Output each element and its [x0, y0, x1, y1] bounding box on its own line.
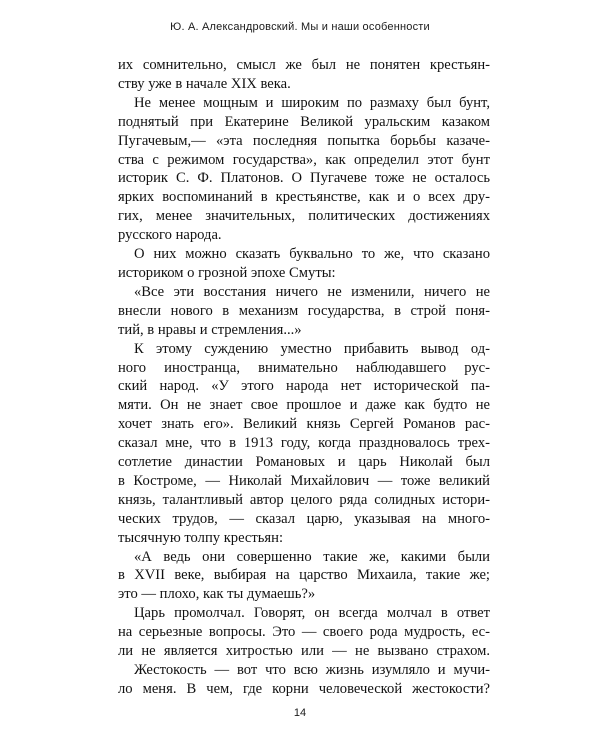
text-line: ству уже в начале XIX века. [118, 75, 291, 92]
body-text [118, 56, 490, 699]
text-line: в XVII веке, выбирая на царство Михаила, такие же; [118, 567, 490, 584]
text-line: мяти. Он не знает свое прошлое и даже как будто не [118, 397, 490, 414]
paragraph-first-line: К этому суждению уместно прибавить вывод од- [134, 340, 490, 357]
text-line: ного иностранца, внимательно наблюдавшего рус- [118, 359, 490, 376]
text-line: ческих трудов, — сказал царю, указывая на много- [118, 510, 490, 527]
text-line: русского народа. [118, 227, 222, 244]
paragraph-first-line: О них можно сказать буквально то же, что сказано [134, 246, 490, 263]
text-line: историк С. Ф. Платонов. О Пугачеве тоже не осталось [118, 170, 490, 187]
text-line: на серьезные вопросы. Это — своего рода мудрость, ес- [118, 624, 490, 641]
running-header: Ю. А. Александровский. Мы и наши особенности [170, 21, 430, 33]
text-line: это — плохо, как ты думаешь?» [118, 586, 316, 603]
text-line: гих, менее значительных, политических достижениях [118, 208, 490, 225]
paragraph-first-line: Не менее мощным и широким по размаху был бунт, [134, 94, 490, 111]
paragraph-first-line: Жестокость — вот что всю жизнь изумляло и мучи- [134, 662, 490, 678]
text-line: Пугачевым,— «эта последняя попытка борьбы казаче- [118, 132, 490, 149]
text-line: тий, в нравы и стремления...» [118, 321, 302, 338]
paragraph-first-line: «Все эти восстания ничего не изменили, ничего не [134, 283, 490, 300]
text-line: ло меня. В чем, где корни человеческой жестокости? [118, 680, 490, 697]
text-line: ли не является хитростью или — не вызвано страхом. [118, 643, 490, 660]
text-line: сотлетие династии Романовых и царь Николай был [118, 454, 490, 471]
text-line: хочет знать его». Великий князь Сергей Романов рас- [118, 416, 490, 433]
paragraph-first-line: «А ведь они совершенно такие же, какими были [134, 548, 490, 565]
page-number: 14 [293, 707, 307, 719]
text-line: историком о грозной эпохе Смуты: [118, 264, 336, 281]
text-line: поднятый при Екатерине Великой уральским казаком [118, 113, 490, 130]
text-line: сказал мне, что в 1913 году, когда праздновалось трех- [118, 435, 490, 452]
text-line: тысячную толпу крестьян: [118, 529, 284, 546]
text-line: внесли нового в механизм государства, в строй поня- [118, 302, 490, 319]
text-line: ский народ. «У этого народа нет исторической па- [118, 378, 490, 395]
paragraph-first-line: Царь промолчал. Говорят, он всегда молчал в ответ [134, 605, 490, 622]
text-line: ярких воспоминаний в крестьянстве, как и о всех дру- [118, 189, 490, 206]
text-line: князь, талантливый автор целого ряда солидных истори- [118, 491, 490, 508]
text-line: ства с режимом государства», как определил этот бунт [118, 151, 490, 168]
text-line: их сомнительно, смысл же был не понятен крестьян- [118, 57, 490, 73]
text-line: в Костроме, — Николай Михайлович — тоже великий [118, 472, 490, 489]
